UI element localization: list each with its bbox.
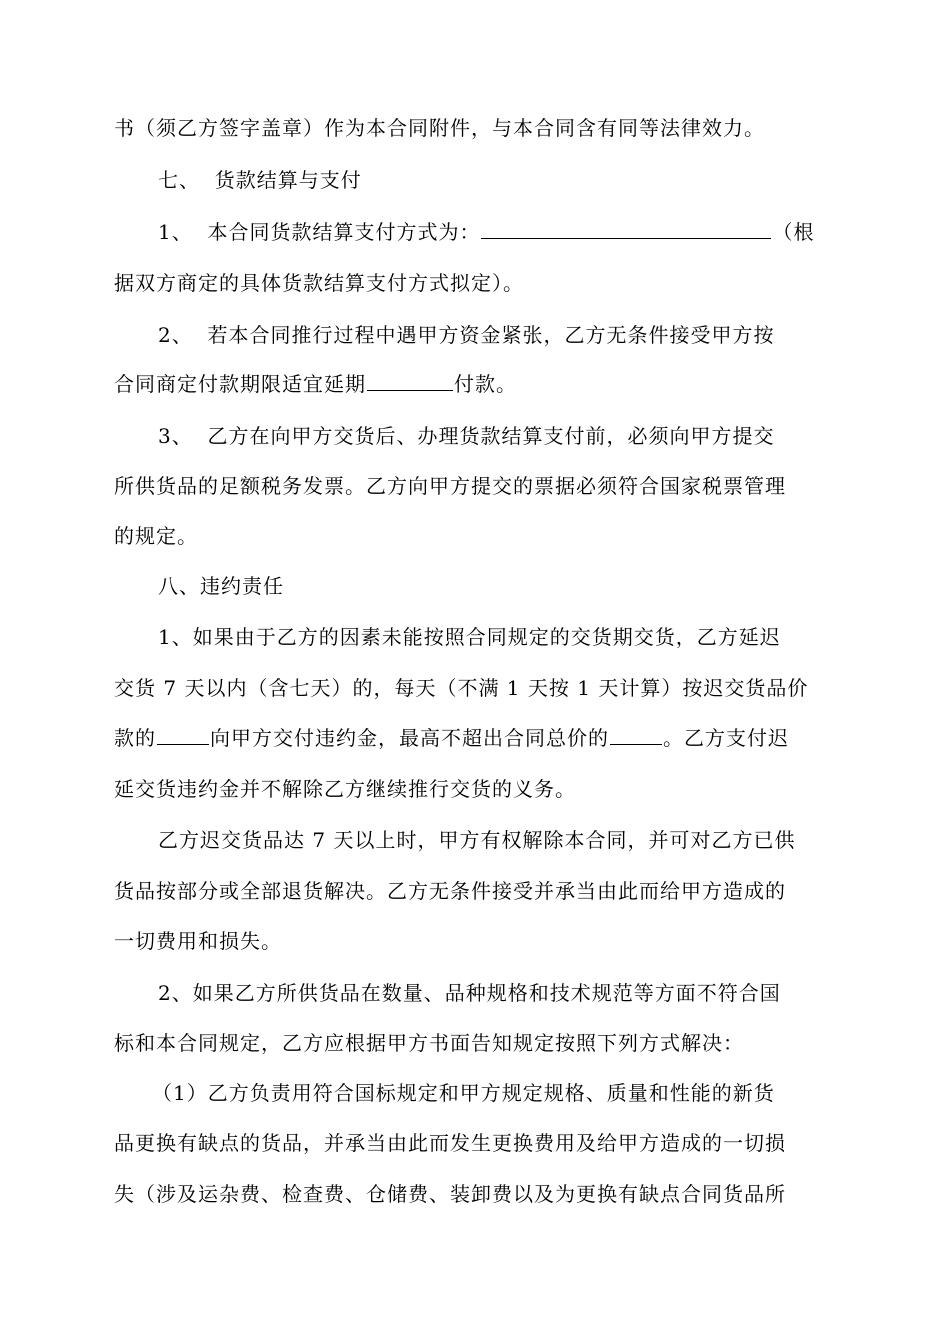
- text-segment: 据双方商定的具体货款结算支付方式拟定）。: [114, 271, 524, 295]
- text-segment: 1、如果由于乙方的因素未能按照合同规定的交货期交货，乙方延迟: [158, 625, 781, 649]
- text-line: [158, 826, 795, 854]
- text-segment: 标和本合同规定，乙方应根据甲方书面告知规定按照下列方式解决：: [114, 1031, 744, 1055]
- fill-in-blank[interactable]: [481, 218, 771, 239]
- text-segment: 书（须乙方签字盖章）作为本合同附件，与本合同含有同等法律效力。: [114, 116, 765, 140]
- text-segment: 货品按部分或全部退货解决。乙方无条件接受并承当由此而给甲方造成的: [114, 879, 786, 903]
- text-segment: 七、 货款结算与支付: [158, 168, 362, 192]
- text-segment: 乙方迟交货品达 7 天以上时，甲方有权解除本合同，并可对乙方已供: [158, 828, 796, 852]
- text-segment: 3、 乙方在向甲方交货后、办理货款结算支付前，必须向甲方提交: [158, 424, 775, 448]
- fill-in-blank[interactable]: [157, 724, 209, 745]
- text-line: [114, 370, 517, 398]
- text-line: [158, 166, 362, 194]
- text-segment: 合同商定付款期限适宜延期: [114, 372, 366, 396]
- text-line: [114, 775, 576, 803]
- fill-in-blank[interactable]: [367, 370, 453, 391]
- text-line: [114, 877, 786, 905]
- text-segment: 延交货违约金并不解除乙方继续推行交货的义务。: [114, 777, 576, 801]
- fill-in-blank[interactable]: [610, 724, 662, 745]
- text-segment: 所供货品的足额税务发票。乙方向甲方提交的票据必须符合国家税票管理: [114, 474, 786, 498]
- text-segment: （1）乙方负责用符合国标规定和甲方规定规格、质量和性能的新货: [152, 1081, 775, 1105]
- text-line: [114, 114, 765, 142]
- text-line: [114, 724, 789, 752]
- text-segment: （根: [772, 220, 815, 244]
- text-line: [114, 1029, 744, 1057]
- text-segment: 向甲方交付违约金，最高不超出合同总价的: [210, 726, 609, 750]
- text-line: [158, 218, 814, 246]
- text-segment: 一切费用和损失。: [114, 929, 282, 953]
- text-line: [158, 321, 774, 349]
- text-segment: 失（涉及运杂费、检查费、仓储费、装卸费以及为更换有缺点合同货品所: [114, 1182, 786, 1206]
- text-line: [152, 1079, 775, 1107]
- text-segment: 付款。: [454, 372, 517, 396]
- text-segment: 2、 若本合同推行过程中遇甲方资金紧张，乙方无条件接受甲方按: [158, 323, 775, 347]
- text-segment: 2、如果乙方所供货品在数量、品种规格和技术规范等方面不符合国: [158, 981, 781, 1005]
- text-line: [114, 674, 808, 702]
- text-line: [114, 269, 524, 297]
- text-line: [114, 927, 282, 955]
- text-line: [114, 522, 198, 550]
- text-line: [114, 1129, 786, 1157]
- text-segment: 品更换有缺点的货品，并承当由此而发生更换费用及给甲方造成的一切损: [114, 1131, 786, 1155]
- text-segment: 款的: [114, 726, 156, 750]
- text-line: [158, 572, 284, 600]
- text-segment: 1、 本合同货款结算支付方式为：: [158, 220, 481, 244]
- text-segment: 。乙方支付迟: [663, 726, 789, 750]
- text-segment: 的规定。: [114, 524, 198, 548]
- text-line: [114, 472, 786, 500]
- text-segment: 八、违约责任: [158, 574, 284, 598]
- text-line: [158, 422, 774, 450]
- text-line: [158, 979, 781, 1007]
- text-segment: 交货 7 天以内（含七天）的，每天（不满 1 天按 1 天计算）按迟交货品价: [114, 676, 809, 700]
- text-line: [158, 623, 781, 651]
- text-line: [114, 1180, 786, 1208]
